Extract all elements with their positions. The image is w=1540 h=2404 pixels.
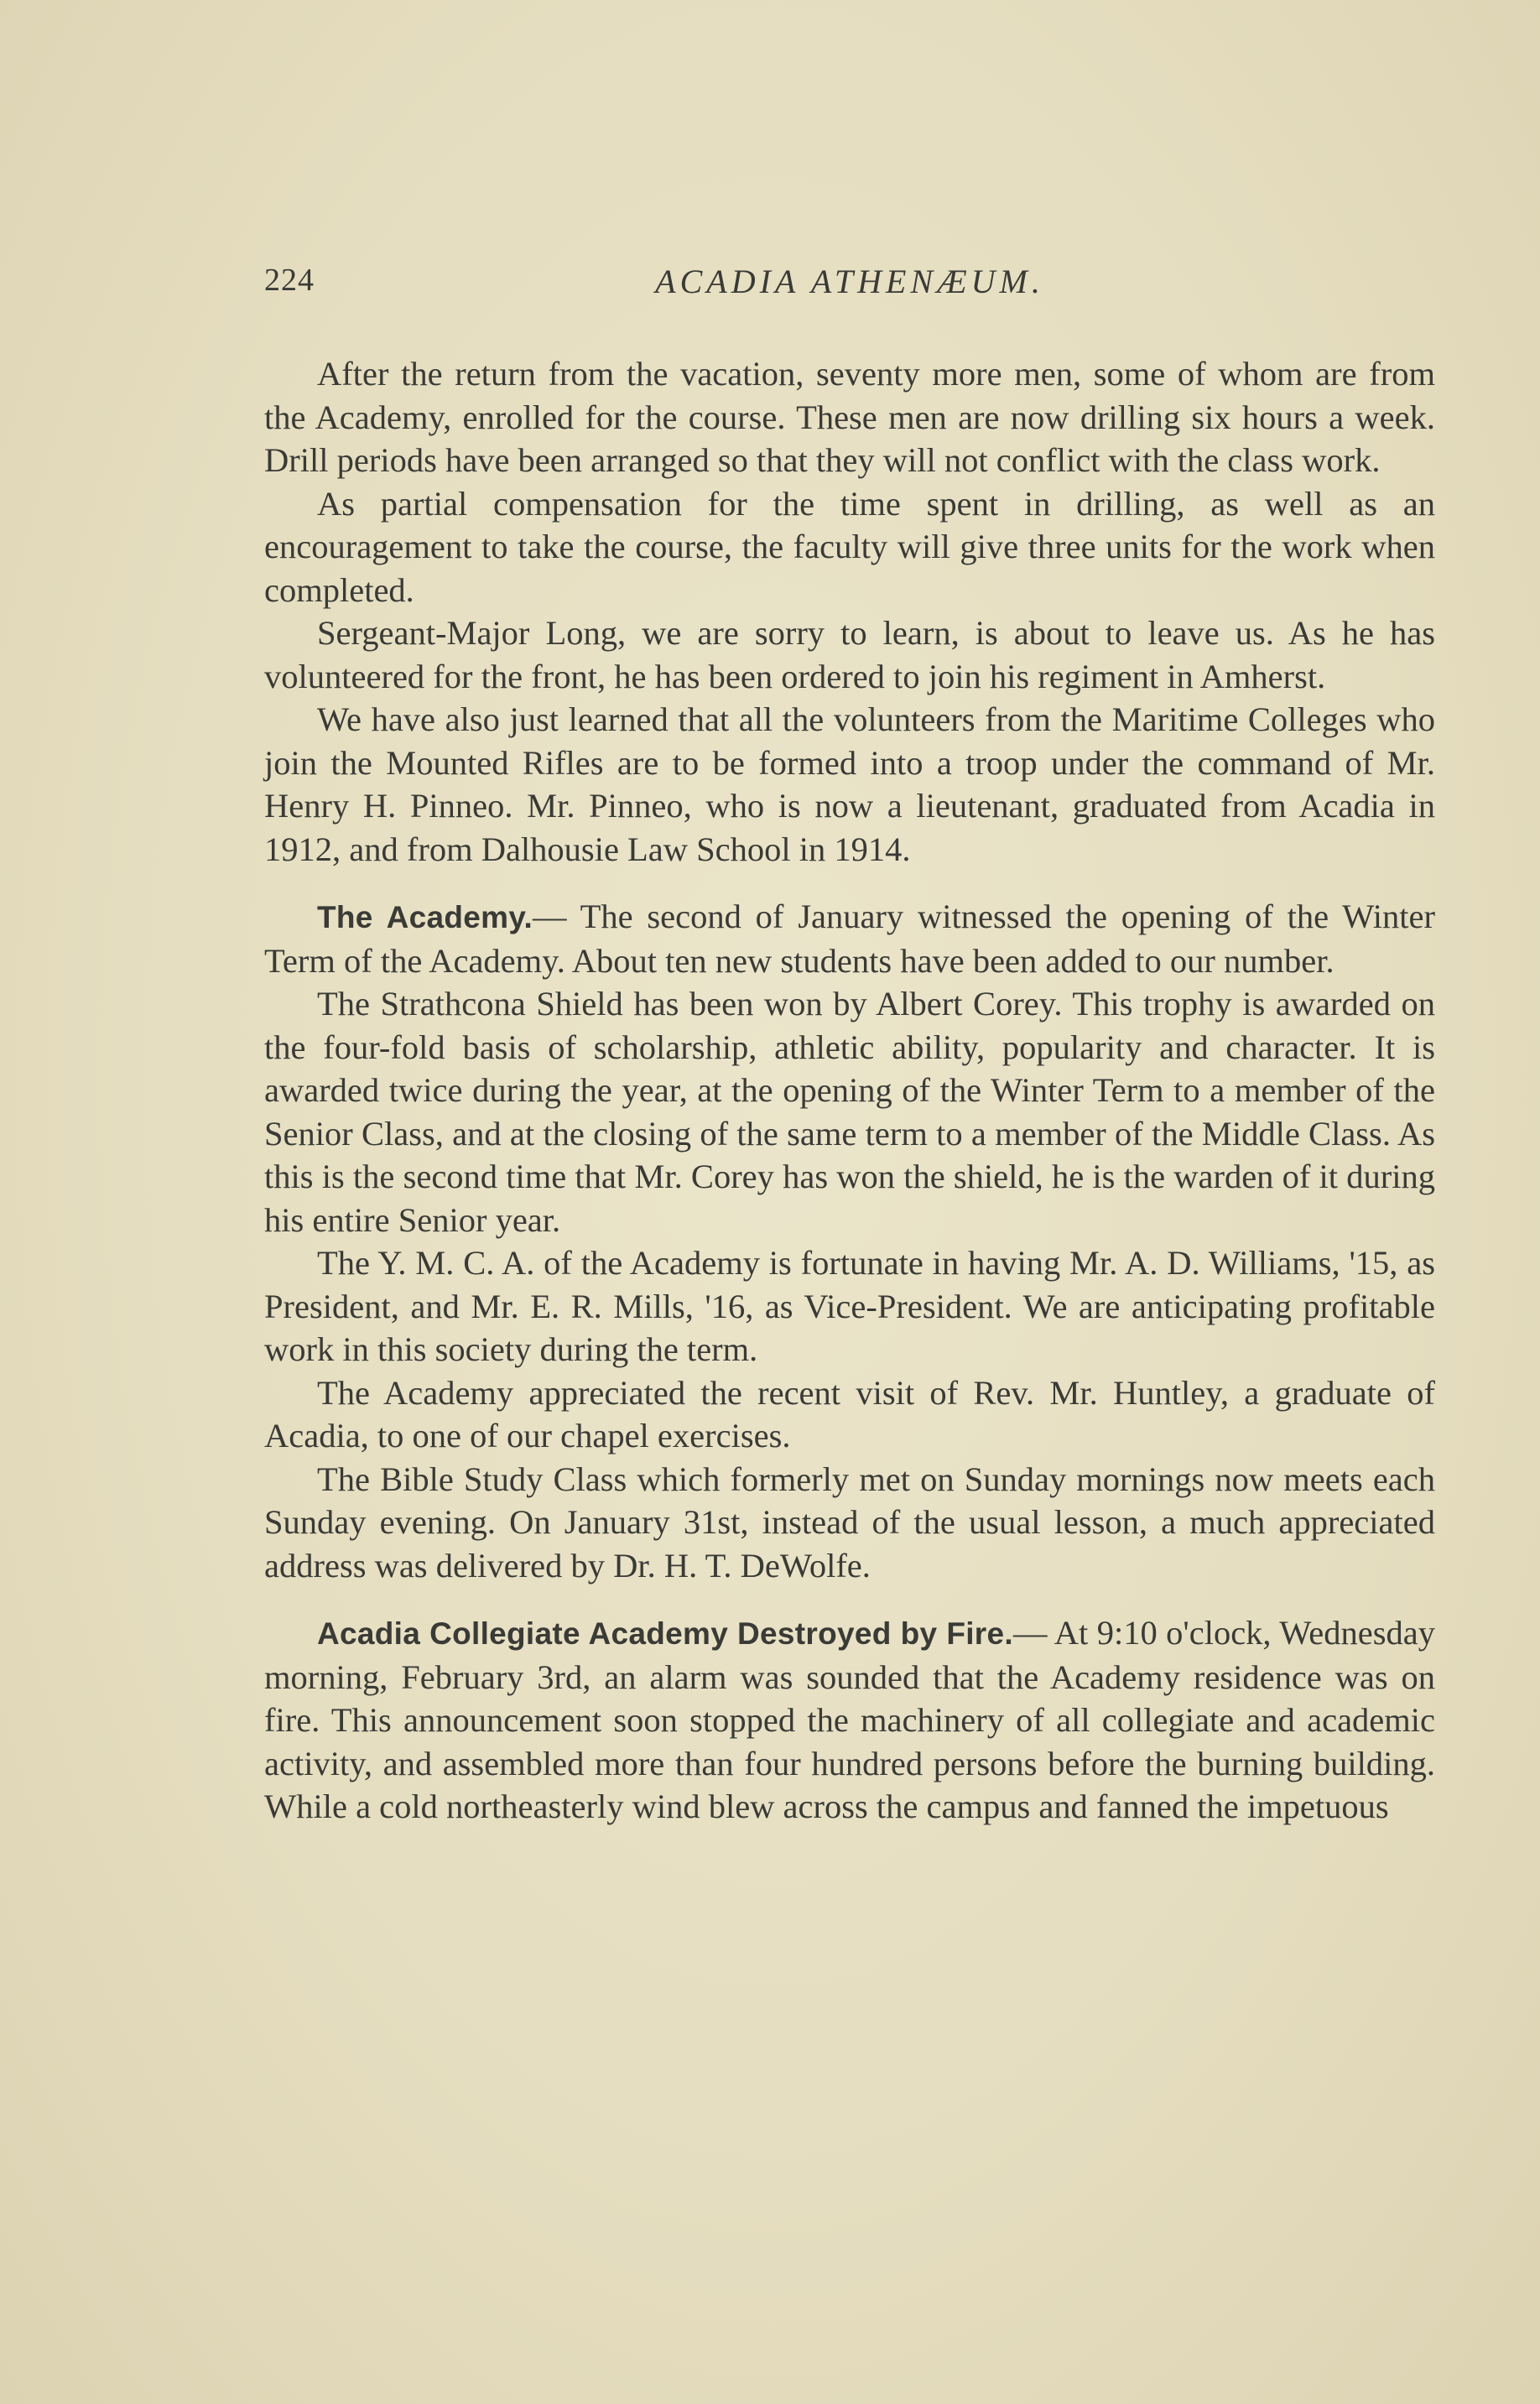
paragraph-sergeant-major: Sergeant-Major Long, we are sorry to learn, is about to leave us. As he has volunteered for the front, he has been ordered to join his regiment in Amherst.	[264, 614, 1435, 695]
paragraph-mounted-rifles: We have also just learned that all the volunteers from the Maritime Colleges who join the Mounted Rifles are to be formed into a troop under the command of Mr. Henry H. Pinneo. Mr. Pinneo, who is now a lieutenant, graduated from Acadia in 1912, and from Dalhousie Law School in 1914.	[264, 700, 1435, 868]
paragraph-vacation-drill: After the return from the vacation, seventy more men, some of whom are from the Academy, enrolled for the course. These men are now drilling six hours a week. Drill periods have been arranged so that they will not conflict with the class work.	[264, 355, 1435, 479]
page-header	[264, 262, 1435, 312]
paragraph-fire-section	[264, 1611, 1435, 1829]
section-heading-fire: Acadia Collegiate Academy Destroyed by Fire.	[317, 1616, 1013, 1651]
paragraph-huntley-visit: The Academy appreciated the recent visit of Rev. Mr. Huntley, a graduate of Acadia, to one of our chapel exercises.	[264, 1373, 1435, 1454]
paragraph-ymca: The Y. M. C. A. of the Academy is fortunate in having Mr. A. D. Williams, '15, as President, and Mr. E. R. Mills, '16, as Vice-President. We are anticipating profitable work in this society during the term.	[264, 1244, 1435, 1368]
page-number: 224	[264, 263, 315, 298]
paragraph-strathcona-shield: The Strathcona Shield has been won by Albert Corey. This trophy is awarded on the four-fold basis of scholarship, athletic ability, popularity and character. It is awarded twice during the year, at the opening of the Winter Term to a member of the Senior Class, and at the closing of the same term to a member of the Middle Class. As this is the second time that Mr. Corey has won the shield, he is the warden of it during his entire Senior year.	[264, 985, 1435, 1239]
section-heading-academy: The Academy.	[317, 900, 533, 934]
paragraph-bible-study: The Bible Study Class which formerly met on Sunday mornings now meets each Sunday evening. On January 31st, instead of the usual lesson, a much appreciated address was delivered by Dr. H. T. DeWolfe.	[264, 1460, 1435, 1584]
academy-section-text: — The second of January witnessed the opening of the Winter Term of the Academy. About ten new students have been added to our number.	[264, 898, 1435, 980]
running-title: ACADIA ATHENÆUM.	[655, 263, 1044, 300]
body-text	[264, 352, 1435, 1829]
paragraph-academy-section	[264, 895, 1435, 982]
fire-section-text: — At 9:10 o'clock, Wednesday morning, February 3rd, an alarm was sounded that the Academy residence was on fire. This announcement soon stopped the machinery of all collegiate and academic activity, and assembled more than four hundred persons before the burning building. While a cold northeasterly wind blew across the campus and fanned the impetuous	[264, 1614, 1435, 1825]
paragraph-compensation: As partial compensation for the time spent in drilling, as well as an encouragement to take the course, the faculty will give three units for the work when completed.	[264, 484, 1435, 609]
